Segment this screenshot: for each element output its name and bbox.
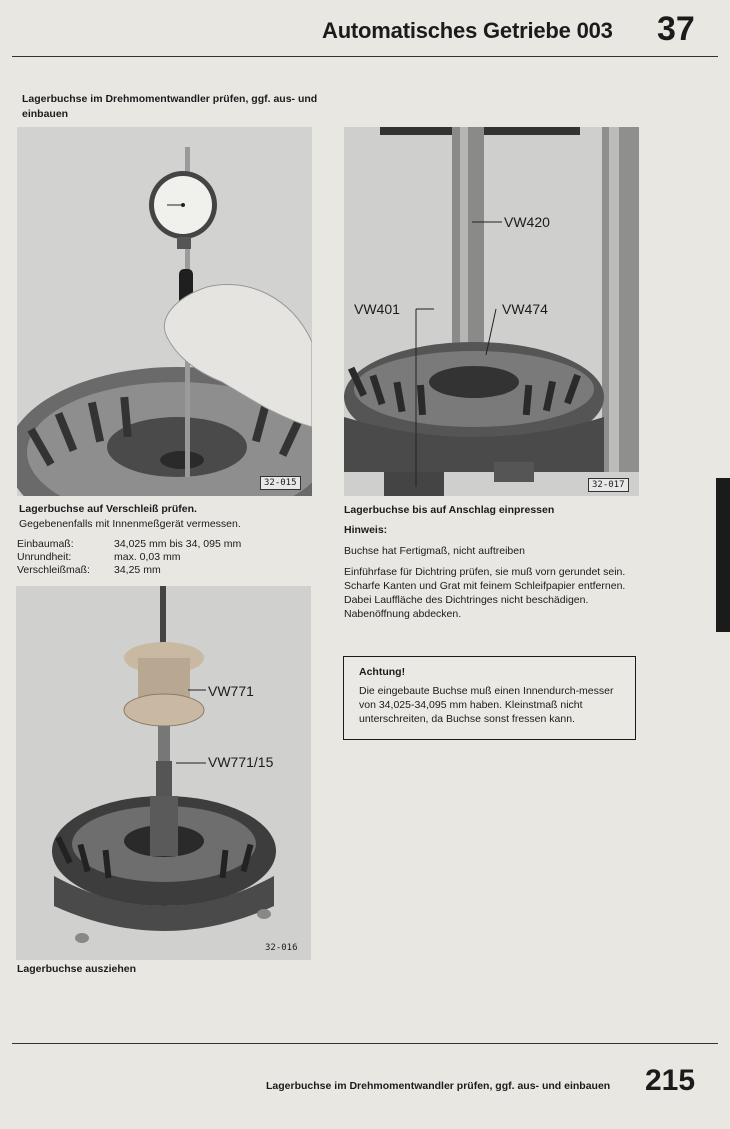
figure-number: 32-016 bbox=[265, 943, 298, 953]
spec-value: 34,25 mm bbox=[114, 564, 161, 576]
figure-number: 32-015 bbox=[260, 476, 301, 490]
section-title: Lagerbuchse im Drehmomentwandler prüfen, ggf. aus- und einbauen bbox=[22, 93, 318, 120]
tool-label-vw771: VW771 bbox=[208, 683, 254, 699]
footer-rule bbox=[12, 1043, 718, 1044]
spec-label: Verschleißmaß: bbox=[17, 564, 90, 576]
hinweis-paragraph-1: Buchse hat Fertigmaß, nicht auftreiben bbox=[344, 545, 525, 557]
figure1-caption-title: Lagerbuchse auf Verschleiß prüfen. bbox=[19, 503, 197, 515]
tool-label-vw474: VW474 bbox=[502, 301, 548, 317]
header-rule bbox=[12, 56, 718, 57]
warning-text: Die eingebaute Buchse muß einen Innendurch-messer von 34,025-34,095 mm haben. Kleinstmaß nicht unterschreiten, da Buchse sonst fressen kann. bbox=[359, 685, 614, 725]
warning-title: Achtung! bbox=[359, 666, 406, 678]
side-thumb-tab bbox=[716, 478, 730, 632]
figure-number: 32-017 bbox=[588, 478, 629, 492]
figure3-caption: Lagerbuchse ausziehen bbox=[17, 963, 137, 975]
page-header-title: Automatisches Getriebe 003 bbox=[322, 18, 613, 43]
figure-puller-photo bbox=[16, 586, 311, 960]
tool-label-vw420: VW420 bbox=[504, 214, 550, 230]
figure-press-tool-photo bbox=[344, 127, 639, 496]
spec-label: Unrundheit: bbox=[17, 551, 72, 563]
hinweis-paragraph-2: Einführfase für Dichtring prüfen, sie muß vorn gerundet sein. Scharfe Kanten und Grat mit feinem Schleifpapier entfernen. Dabei Lauffläche des Dichtringes nicht beschädigen. Nabenöffnung abdecken. bbox=[344, 566, 626, 620]
tool-label-vw771-15: VW771/15 bbox=[208, 754, 274, 770]
figure2-caption-title: Lagerbuchse bis auf Anschlag einpressen bbox=[344, 504, 555, 516]
spec-label: Einbaumaß: bbox=[17, 538, 74, 550]
footer-title: Lagerbuchse im Drehmomentwandler prüfen, ggf. aus- und einbauen bbox=[266, 1080, 611, 1092]
spec-value: 34,025 mm bis 34, 095 mm bbox=[114, 538, 242, 550]
chapter-number: 37 bbox=[657, 10, 695, 48]
spec-value: max. 0,03 mm bbox=[114, 551, 181, 563]
tool-label-vw401: VW401 bbox=[354, 301, 400, 317]
warning-box bbox=[343, 656, 636, 740]
hinweis-title: Hinweis: bbox=[344, 524, 388, 536]
spec-table bbox=[17, 538, 241, 577]
spec-row bbox=[17, 551, 241, 564]
figure-dial-gauge-photo bbox=[17, 127, 312, 496]
page-number: 215 bbox=[645, 1064, 696, 1097]
spec-row bbox=[17, 538, 241, 551]
spec-row bbox=[17, 564, 241, 577]
figure1-caption-text: Gegebenenfalls mit Innenmeßgerät vermessen. bbox=[19, 518, 241, 530]
